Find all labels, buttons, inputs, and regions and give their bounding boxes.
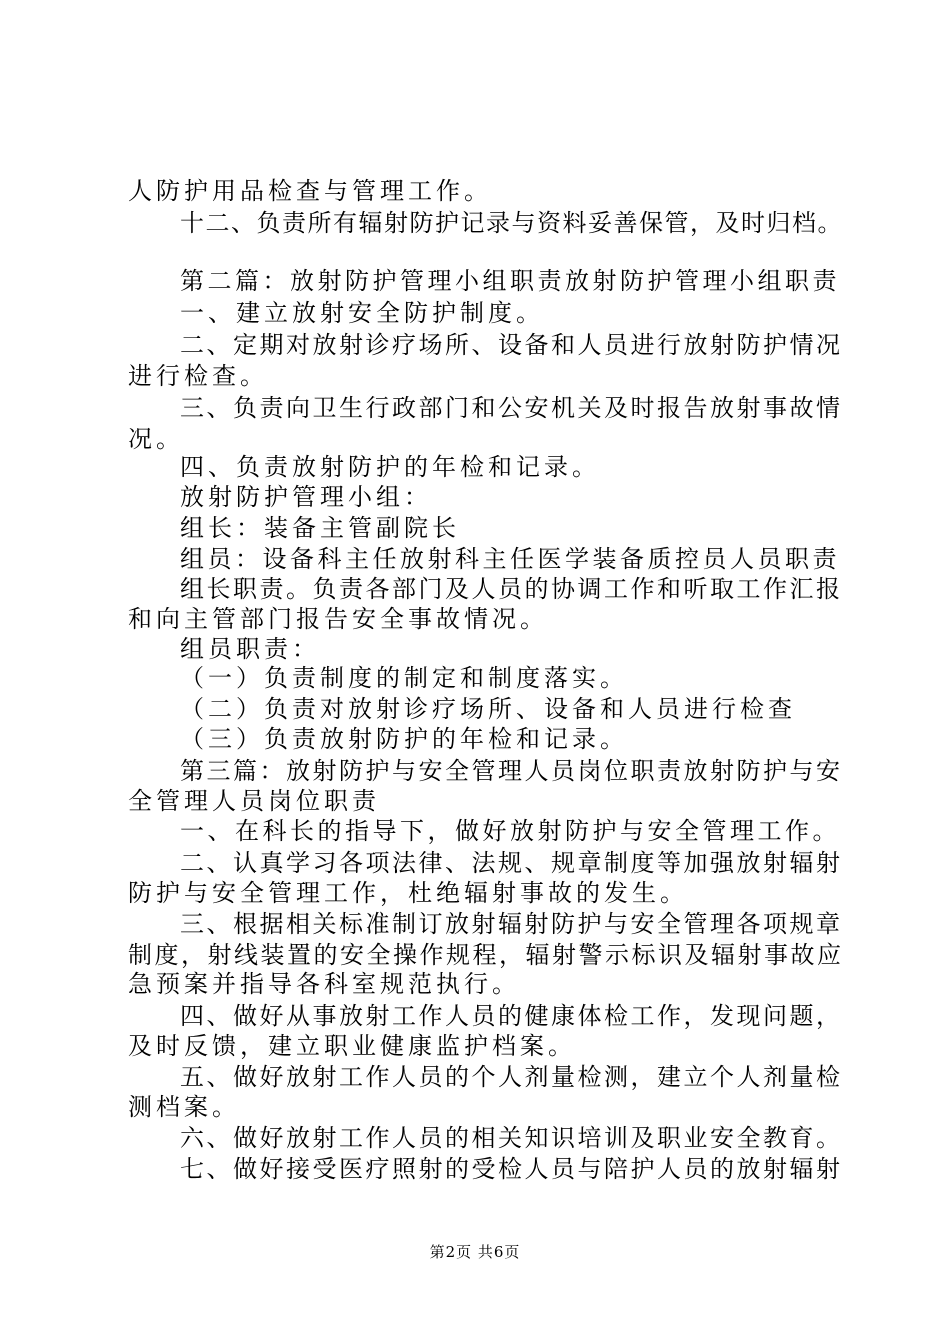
text-line: 制度，射线装置的安全操作规程，辐射警示标识及辐射事故应 [128, 941, 844, 969]
text-line: 六、做好放射工作人员的相关知识培训及职业安全教育。 [180, 1124, 843, 1152]
text-line: 二、定期对放射诊疗场所、设备和人员进行放射防护情况 [180, 331, 843, 359]
text-line: 况。 [128, 425, 184, 453]
text-line: 组员职责： [180, 635, 320, 663]
text-line: 组员：设备科主任放射科主任医学装备质控员人员职责 [180, 545, 840, 573]
list-item: （一）负责制度的制定和制度落实。 [180, 664, 628, 692]
text-line: 进行检查。 [128, 362, 268, 390]
text-line: 和向主管部门报告安全事故情况。 [128, 605, 548, 633]
text-line: 十二、负责所有辐射防护记录与资料妥善保管，及时归档。 [180, 209, 843, 237]
text-line: 二、认真学习各项法律、法规、规章制度等加强放射辐射 [180, 849, 843, 877]
text-line: 三、根据相关标准制订放射辐射防护与安全管理各项规章 [180, 910, 843, 938]
text-line: 一、在科长的指导下，做好放射防护与安全管理工作。 [180, 817, 840, 845]
text-line: 三、负责向卫生行政部门和公安机关及时报告放射事故情 [180, 394, 843, 422]
text-line: 一、建立放射安全防护制度。 [180, 299, 544, 327]
list-item: （三）负责放射防护的年检和记录。 [180, 725, 628, 753]
text-line: 人防护用品检查与管理工作。 [128, 177, 492, 205]
text-line: 组长职责。负责各部门及人员的协调工作和听取工作汇报 [180, 575, 843, 603]
section-heading: 第三篇：放射防护与安全管理人员岗位职责放射防护与安 [180, 757, 843, 785]
text-line: 放射防护管理小组： [180, 483, 432, 511]
text-line: 及时反馈，建立职业健康监护档案。 [128, 1032, 576, 1060]
section-heading: 第二篇：放射防护管理小组职责放射防护管理小组职责 [180, 267, 840, 295]
text-line: 七、做好接受医疗照射的受检人员与陪护人员的放射辐射 [180, 1155, 843, 1183]
text-line: 五、做好放射工作人员的个人剂量检测，建立个人剂量检 [180, 1063, 843, 1091]
text-line: 测档案。 [128, 1093, 240, 1121]
text-line: 四、做好从事放射工作人员的健康体检工作，发现问题， [180, 1002, 843, 1030]
text-line: 急预案并指导各科室规范执行。 [128, 970, 520, 998]
section-heading: 全管理人员岗位职责 [128, 787, 380, 815]
list-item: （二）负责对放射诊疗场所、设备和人员进行检查 [180, 695, 796, 723]
text-line: 防护与安全管理工作，杜绝辐射事故的发生。 [128, 879, 688, 907]
text-line: 四、负责放射防护的年检和记录。 [180, 453, 600, 481]
text-line: 组长：装备主管副院长 [180, 514, 460, 542]
page-footer: 第2页 共6页 [429, 1243, 521, 1261]
